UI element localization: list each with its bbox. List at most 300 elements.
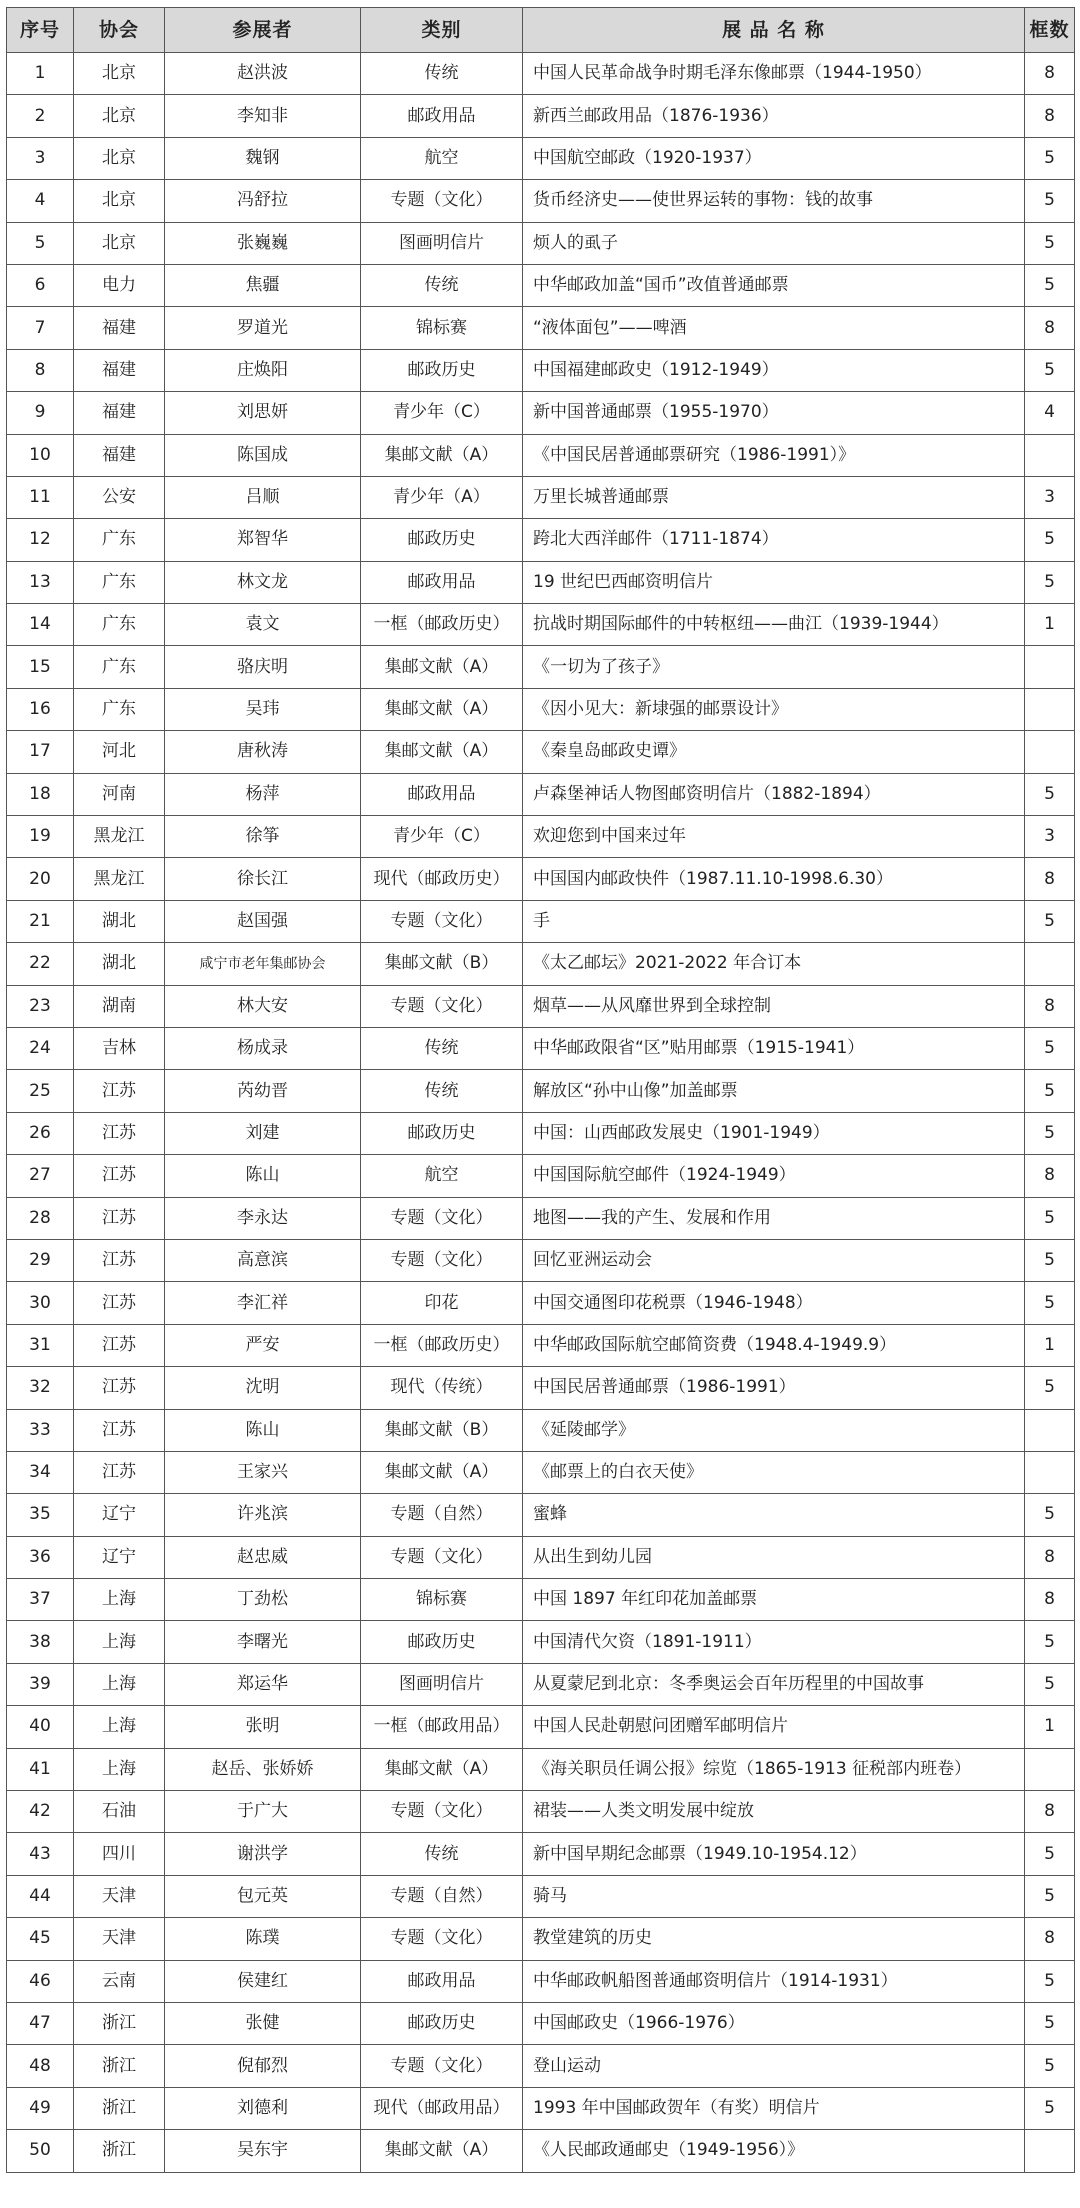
association-cell: 浙江 [74, 2130, 165, 2172]
table-row [7, 1451, 1075, 1493]
association-cell: 黑龙江 [74, 816, 165, 858]
exhibitor-cell: 杨萍 [165, 773, 361, 815]
exhibit-table [6, 7, 1075, 2173]
serial-cell: 48 [7, 2045, 74, 2087]
table-row [7, 1706, 1075, 1748]
exhibitor-cell: 庄焕阳 [165, 349, 361, 391]
serial-cell: 36 [7, 1536, 74, 1578]
frames-cell: 5 [1025, 137, 1075, 179]
frames-cell: 3 [1025, 816, 1075, 858]
frames-cell: 1 [1025, 1706, 1075, 1748]
category-cell: 图画明信片 [361, 222, 523, 264]
association-cell: 吉林 [74, 1027, 165, 1069]
exhibit-title-cell: 《秦皇岛邮政史谭》 [523, 731, 1025, 773]
exhibitor-cell: 沈明 [165, 1367, 361, 1409]
serial-cell: 13 [7, 561, 74, 603]
header-category: 类别 [361, 8, 523, 53]
table-row [7, 1155, 1075, 1197]
table-row [7, 264, 1075, 306]
exhibitor-cell: 陈璞 [165, 1918, 361, 1960]
table-row [7, 1791, 1075, 1833]
exhibitor-cell: 严安 [165, 1324, 361, 1366]
category-cell: 航空 [361, 1155, 523, 1197]
exhibit-title-cell: 裙装——人类文明发展中绽放 [523, 1791, 1025, 1833]
header-frames: 框数 [1025, 8, 1075, 53]
association-cell: 北京 [74, 222, 165, 264]
category-cell: 专题（文化） [361, 985, 523, 1027]
association-cell: 北京 [74, 137, 165, 179]
exhibitor-cell: 魏钢 [165, 137, 361, 179]
serial-cell: 34 [7, 1451, 74, 1493]
exhibit-title-cell: 蜜蜂 [523, 1494, 1025, 1536]
exhibitor-cell: 赵国强 [165, 900, 361, 942]
table-row [7, 476, 1075, 518]
association-cell: 辽宁 [74, 1494, 165, 1536]
category-cell: 专题（文化） [361, 1791, 523, 1833]
frames-cell: 8 [1025, 1791, 1075, 1833]
frames-cell: 5 [1025, 222, 1075, 264]
association-cell: 广东 [74, 561, 165, 603]
exhibitor-cell: 刘思妍 [165, 392, 361, 434]
association-cell: 云南 [74, 1960, 165, 2002]
frames-cell: 5 [1025, 1621, 1075, 1663]
exhibit-title-cell: 中国邮政史（1966-1976） [523, 2002, 1025, 2044]
association-cell: 江苏 [74, 1451, 165, 1493]
frames-cell: 5 [1025, 773, 1075, 815]
association-cell: 江苏 [74, 1112, 165, 1154]
frames-cell: 5 [1025, 264, 1075, 306]
category-cell: 专题（文化） [361, 1918, 523, 1960]
exhibitor-cell: 郑运华 [165, 1663, 361, 1705]
association-cell: 广东 [74, 519, 165, 561]
frames-cell [1025, 434, 1075, 476]
frames-cell: 5 [1025, 519, 1075, 561]
frames-cell [1025, 688, 1075, 730]
exhibitor-cell: 郑智华 [165, 519, 361, 561]
header-row [7, 8, 1075, 53]
exhibit-title-cell: 1993 年中国邮政贺年（有奖）明信片 [523, 2087, 1025, 2129]
category-cell: 集邮文献（A） [361, 688, 523, 730]
exhibit-title-cell: 抗战时期国际邮件的中转枢纽——曲江（1939-1944） [523, 604, 1025, 646]
frames-cell: 8 [1025, 1579, 1075, 1621]
exhibit-title-cell: 从夏蒙尼到北京：冬季奥运会百年历程里的中国故事 [523, 1663, 1025, 1705]
category-cell: 现代（传统） [361, 1367, 523, 1409]
serial-cell: 45 [7, 1918, 74, 1960]
category-cell: 一框（邮政历史） [361, 604, 523, 646]
association-cell: 湖南 [74, 985, 165, 1027]
association-cell: 河北 [74, 731, 165, 773]
table-row [7, 349, 1075, 391]
exhibitor-cell: 王家兴 [165, 1451, 361, 1493]
exhibitor-cell: 丁劲松 [165, 1579, 361, 1621]
serial-cell: 20 [7, 858, 74, 900]
association-cell: 上海 [74, 1663, 165, 1705]
exhibit-title-cell: 货币经济史——使世界运转的事物：钱的故事 [523, 180, 1025, 222]
table-row [7, 900, 1075, 942]
association-cell: 江苏 [74, 1282, 165, 1324]
exhibit-title-cell: 跨北大西洋邮件（1711-1874） [523, 519, 1025, 561]
exhibit-title-cell: 中国民居普通邮票（1986-1991） [523, 1367, 1025, 1409]
exhibit-title-cell: 万里长城普通邮票 [523, 476, 1025, 518]
table-row [7, 1875, 1075, 1917]
serial-cell: 12 [7, 519, 74, 561]
serial-cell: 4 [7, 180, 74, 222]
table-row [7, 1239, 1075, 1281]
category-cell: 邮政历史 [361, 1621, 523, 1663]
serial-cell: 3 [7, 137, 74, 179]
category-cell: 邮政用品 [361, 773, 523, 815]
exhibitor-cell: 吴玮 [165, 688, 361, 730]
association-cell: 北京 [74, 95, 165, 137]
exhibitor-cell: 包元英 [165, 1875, 361, 1917]
exhibit-title-cell: 中国国内邮政快件（1987.11.10-1998.6.30） [523, 858, 1025, 900]
table-row [7, 1367, 1075, 1409]
table-row [7, 943, 1075, 985]
table-row [7, 2130, 1075, 2172]
exhibit-title-cell: 中国福建邮政史（1912-1949） [523, 349, 1025, 391]
frames-cell: 5 [1025, 900, 1075, 942]
exhibitor-cell: 徐筝 [165, 816, 361, 858]
table-row [7, 1621, 1075, 1663]
exhibitor-cell: 刘建 [165, 1112, 361, 1154]
serial-cell: 19 [7, 816, 74, 858]
exhibitor-cell: 李曙光 [165, 1621, 361, 1663]
serial-cell: 39 [7, 1663, 74, 1705]
association-cell: 浙江 [74, 2045, 165, 2087]
frames-cell: 5 [1025, 1960, 1075, 2002]
serial-cell: 5 [7, 222, 74, 264]
serial-cell: 14 [7, 604, 74, 646]
category-cell: 专题（文化） [361, 2045, 523, 2087]
exhibitor-cell: 于广大 [165, 1791, 361, 1833]
exhibit-title-cell: 教堂建筑的历史 [523, 1918, 1025, 1960]
frames-cell: 5 [1025, 1875, 1075, 1917]
table-row [7, 222, 1075, 264]
association-cell: 江苏 [74, 1324, 165, 1366]
serial-cell: 24 [7, 1027, 74, 1069]
serial-cell: 46 [7, 1960, 74, 2002]
exhibit-title-cell: 中华邮政加盖“国币”改值普通邮票 [523, 264, 1025, 306]
category-cell: 图画明信片 [361, 1663, 523, 1705]
header-serial: 序号 [7, 8, 74, 53]
frames-cell: 1 [1025, 604, 1075, 646]
frames-cell: 8 [1025, 307, 1075, 349]
category-cell: 传统 [361, 1070, 523, 1112]
category-cell: 集邮文献（A） [361, 646, 523, 688]
association-cell: 江苏 [74, 1367, 165, 1409]
category-cell: 传统 [361, 1833, 523, 1875]
frames-cell: 5 [1025, 1197, 1075, 1239]
serial-cell: 25 [7, 1070, 74, 1112]
frames-cell: 5 [1025, 1282, 1075, 1324]
serial-cell: 17 [7, 731, 74, 773]
table-row [7, 2087, 1075, 2129]
exhibitor-cell: 谢洪学 [165, 1833, 361, 1875]
exhibitor-cell: 陈国成 [165, 434, 361, 476]
frames-cell: 3 [1025, 476, 1075, 518]
serial-cell: 21 [7, 900, 74, 942]
exhibitor-cell: 芮幼晋 [165, 1070, 361, 1112]
table-row [7, 646, 1075, 688]
serial-cell: 35 [7, 1494, 74, 1536]
exhibitor-cell: 袁文 [165, 604, 361, 646]
table-row [7, 1112, 1075, 1154]
category-cell: 邮政历史 [361, 1112, 523, 1154]
category-cell: 青少年（A） [361, 476, 523, 518]
exhibit-title-cell: 中华邮政帆船图普通邮资明信片（1914-1931） [523, 1960, 1025, 2002]
association-cell: 福建 [74, 434, 165, 476]
table-row [7, 1027, 1075, 1069]
exhibitor-cell: 张健 [165, 2002, 361, 2044]
exhibit-title-cell: 回忆亚洲运动会 [523, 1239, 1025, 1281]
table-row [7, 985, 1075, 1027]
association-cell: 广东 [74, 688, 165, 730]
category-cell: 邮政用品 [361, 95, 523, 137]
table-row [7, 53, 1075, 95]
exhibit-title-cell: 《邮票上的白衣天使》 [523, 1451, 1025, 1493]
category-cell: 一框（邮政用品） [361, 1706, 523, 1748]
category-cell: 邮政历史 [361, 349, 523, 391]
category-cell: 邮政历史 [361, 519, 523, 561]
table-row [7, 1070, 1075, 1112]
table-row [7, 307, 1075, 349]
frames-cell: 5 [1025, 2045, 1075, 2087]
association-cell: 上海 [74, 1748, 165, 1790]
exhibitor-cell: 倪郁烈 [165, 2045, 361, 2087]
table-row [7, 1918, 1075, 1960]
exhibitor-cell: 李知非 [165, 95, 361, 137]
frames-cell: 5 [1025, 1112, 1075, 1154]
table-row [7, 561, 1075, 603]
frames-cell: 8 [1025, 95, 1075, 137]
table-row [7, 731, 1075, 773]
association-cell: 广东 [74, 646, 165, 688]
exhibitor-cell: 赵岳、张娇娇 [165, 1748, 361, 1790]
serial-cell: 22 [7, 943, 74, 985]
table-row [7, 773, 1075, 815]
category-cell: 专题（文化） [361, 1536, 523, 1578]
association-cell: 广东 [74, 604, 165, 646]
frames-cell: 8 [1025, 1155, 1075, 1197]
table-row [7, 604, 1075, 646]
exhibit-title-cell: 中华邮政限省“区”贴用邮票（1915-1941） [523, 1027, 1025, 1069]
category-cell: 青少年（C） [361, 392, 523, 434]
exhibit-title-cell: 中国清代欠资（1891-1911） [523, 1621, 1025, 1663]
exhibit-title-cell: 手 [523, 900, 1025, 942]
serial-cell: 43 [7, 1833, 74, 1875]
association-cell: 辽宁 [74, 1536, 165, 1578]
category-cell: 现代（邮政用品） [361, 2087, 523, 2129]
exhibit-title-cell: 《太乙邮坛》2021-2022 年合订本 [523, 943, 1025, 985]
category-cell: 传统 [361, 53, 523, 95]
exhibitor-cell: 杨成录 [165, 1027, 361, 1069]
association-cell: 上海 [74, 1706, 165, 1748]
table-row [7, 1960, 1075, 2002]
association-cell: 福建 [74, 392, 165, 434]
serial-cell: 27 [7, 1155, 74, 1197]
association-cell: 江苏 [74, 1239, 165, 1281]
table-row [7, 858, 1075, 900]
serial-cell: 30 [7, 1282, 74, 1324]
serial-cell: 49 [7, 2087, 74, 2129]
exhibitor-cell: 赵忠威 [165, 1536, 361, 1578]
category-cell: 专题（文化） [361, 180, 523, 222]
frames-cell: 5 [1025, 1239, 1075, 1281]
exhibit-title-cell: 中国 1897 年红印花加盖邮票 [523, 1579, 1025, 1621]
table-row [7, 2002, 1075, 2044]
exhibitor-cell: 张巍巍 [165, 222, 361, 264]
exhibit-title-cell: 《一切为了孩子》 [523, 646, 1025, 688]
frames-cell [1025, 1451, 1075, 1493]
category-cell: 集邮文献（A） [361, 434, 523, 476]
exhibit-title-cell: 中国航空邮政（1920-1937） [523, 137, 1025, 179]
serial-cell: 47 [7, 2002, 74, 2044]
serial-cell: 31 [7, 1324, 74, 1366]
association-cell: 天津 [74, 1918, 165, 1960]
exhibit-title-cell: 《人民邮政通邮史（1949-1956）》 [523, 2130, 1025, 2172]
table-row [7, 180, 1075, 222]
table-row [7, 95, 1075, 137]
frames-cell: 8 [1025, 858, 1075, 900]
serial-cell: 6 [7, 264, 74, 306]
frames-cell: 5 [1025, 561, 1075, 603]
table-row [7, 434, 1075, 476]
table-row [7, 1536, 1075, 1578]
exhibit-title-cell: 烟草——从风靡世界到全球控制 [523, 985, 1025, 1027]
frames-cell: 5 [1025, 1663, 1075, 1705]
serial-cell: 10 [7, 434, 74, 476]
serial-cell: 42 [7, 1791, 74, 1833]
exhibit-title-cell: 登山运动 [523, 2045, 1025, 2087]
serial-cell: 28 [7, 1197, 74, 1239]
category-cell: 集邮文献（A） [361, 731, 523, 773]
table-row [7, 1324, 1075, 1366]
association-cell: 浙江 [74, 2087, 165, 2129]
table-row [7, 2045, 1075, 2087]
category-cell: 锦标赛 [361, 307, 523, 349]
table-body [7, 53, 1075, 2173]
frames-cell: 5 [1025, 1070, 1075, 1112]
exhibitor-cell: 咸宁市老年集邮协会 [165, 943, 361, 985]
category-cell: 邮政历史 [361, 2002, 523, 2044]
category-cell: 印花 [361, 1282, 523, 1324]
exhibit-title-cell: 中国：山西邮政发展史（1901-1949） [523, 1112, 1025, 1154]
frames-cell [1025, 943, 1075, 985]
exhibitor-cell: 陈山 [165, 1155, 361, 1197]
frames-cell [1025, 1409, 1075, 1451]
association-cell: 湖北 [74, 943, 165, 985]
association-cell: 公安 [74, 476, 165, 518]
header-exhibit-title: 展 品 名 称 [523, 8, 1025, 53]
association-cell: 上海 [74, 1579, 165, 1621]
table-header [7, 8, 1075, 53]
frames-cell: 4 [1025, 392, 1075, 434]
serial-cell: 23 [7, 985, 74, 1027]
association-cell: 河南 [74, 773, 165, 815]
exhibitor-cell: 许兆滨 [165, 1494, 361, 1536]
frames-cell: 1 [1025, 1324, 1075, 1366]
serial-cell: 8 [7, 349, 74, 391]
exhibitor-cell: 冯舒拉 [165, 180, 361, 222]
exhibitor-cell: 李永达 [165, 1197, 361, 1239]
frames-cell: 5 [1025, 349, 1075, 391]
frames-cell [1025, 1748, 1075, 1790]
frames-cell: 8 [1025, 1536, 1075, 1578]
exhibit-title-cell: 解放区“孙中山像”加盖邮票 [523, 1070, 1025, 1112]
category-cell: 专题（自然） [361, 1494, 523, 1536]
frames-cell [1025, 646, 1075, 688]
table-row [7, 688, 1075, 730]
table-row [7, 1833, 1075, 1875]
serial-cell: 7 [7, 307, 74, 349]
header-exhibitor: 参展者 [165, 8, 361, 53]
exhibitor-cell: 高意滨 [165, 1239, 361, 1281]
serial-cell: 15 [7, 646, 74, 688]
exhibitor-cell: 林文龙 [165, 561, 361, 603]
association-cell: 浙江 [74, 2002, 165, 2044]
exhibit-title-cell: 新中国普通邮票（1955-1970） [523, 392, 1025, 434]
table-row [7, 392, 1075, 434]
frames-cell: 5 [1025, 1833, 1075, 1875]
frames-cell: 5 [1025, 2087, 1075, 2129]
exhibitor-cell: 李汇祥 [165, 1282, 361, 1324]
exhibitor-cell: 焦疆 [165, 264, 361, 306]
association-cell: 上海 [74, 1621, 165, 1663]
serial-cell: 2 [7, 95, 74, 137]
exhibit-title-cell: 从出生到幼儿园 [523, 1536, 1025, 1578]
serial-cell: 16 [7, 688, 74, 730]
association-cell: 江苏 [74, 1070, 165, 1112]
serial-cell: 11 [7, 476, 74, 518]
exhibitor-cell: 徐长江 [165, 858, 361, 900]
serial-cell: 38 [7, 1621, 74, 1663]
category-cell: 邮政用品 [361, 561, 523, 603]
association-cell: 江苏 [74, 1197, 165, 1239]
frames-cell: 8 [1025, 985, 1075, 1027]
exhibit-title-cell: 骑马 [523, 1875, 1025, 1917]
category-cell: 专题（文化） [361, 900, 523, 942]
frames-cell: 5 [1025, 180, 1075, 222]
table-row [7, 137, 1075, 179]
serial-cell: 26 [7, 1112, 74, 1154]
exhibit-title-cell: 烦人的虱子 [523, 222, 1025, 264]
exhibit-title-cell: “液体面包”——啤酒 [523, 307, 1025, 349]
table-row [7, 1282, 1075, 1324]
category-cell: 集邮文献（B） [361, 943, 523, 985]
serial-cell: 18 [7, 773, 74, 815]
serial-cell: 41 [7, 1748, 74, 1790]
exhibit-title-cell: 卢森堡神话人物图邮资明信片（1882-1894） [523, 773, 1025, 815]
exhibit-title-cell: 中国国际航空邮件（1924-1949） [523, 1155, 1025, 1197]
association-cell: 福建 [74, 307, 165, 349]
exhibitor-cell: 吕顺 [165, 476, 361, 518]
frames-cell [1025, 731, 1075, 773]
table-row [7, 519, 1075, 561]
exhibitor-cell: 赵洪波 [165, 53, 361, 95]
category-cell: 集邮文献（B） [361, 1409, 523, 1451]
association-cell: 四川 [74, 1833, 165, 1875]
exhibit-title-cell: 新中国早期纪念邮票（1949.10-1954.12） [523, 1833, 1025, 1875]
exhibit-title-cell: 《中国民居普通邮票研究（1986-1991）》 [523, 434, 1025, 476]
serial-cell: 50 [7, 2130, 74, 2172]
association-cell: 天津 [74, 1875, 165, 1917]
table-row [7, 1748, 1075, 1790]
exhibitor-cell: 陈山 [165, 1409, 361, 1451]
association-cell: 电力 [74, 264, 165, 306]
exhibitor-cell: 吴东宇 [165, 2130, 361, 2172]
category-cell: 传统 [361, 264, 523, 306]
association-cell: 石油 [74, 1791, 165, 1833]
